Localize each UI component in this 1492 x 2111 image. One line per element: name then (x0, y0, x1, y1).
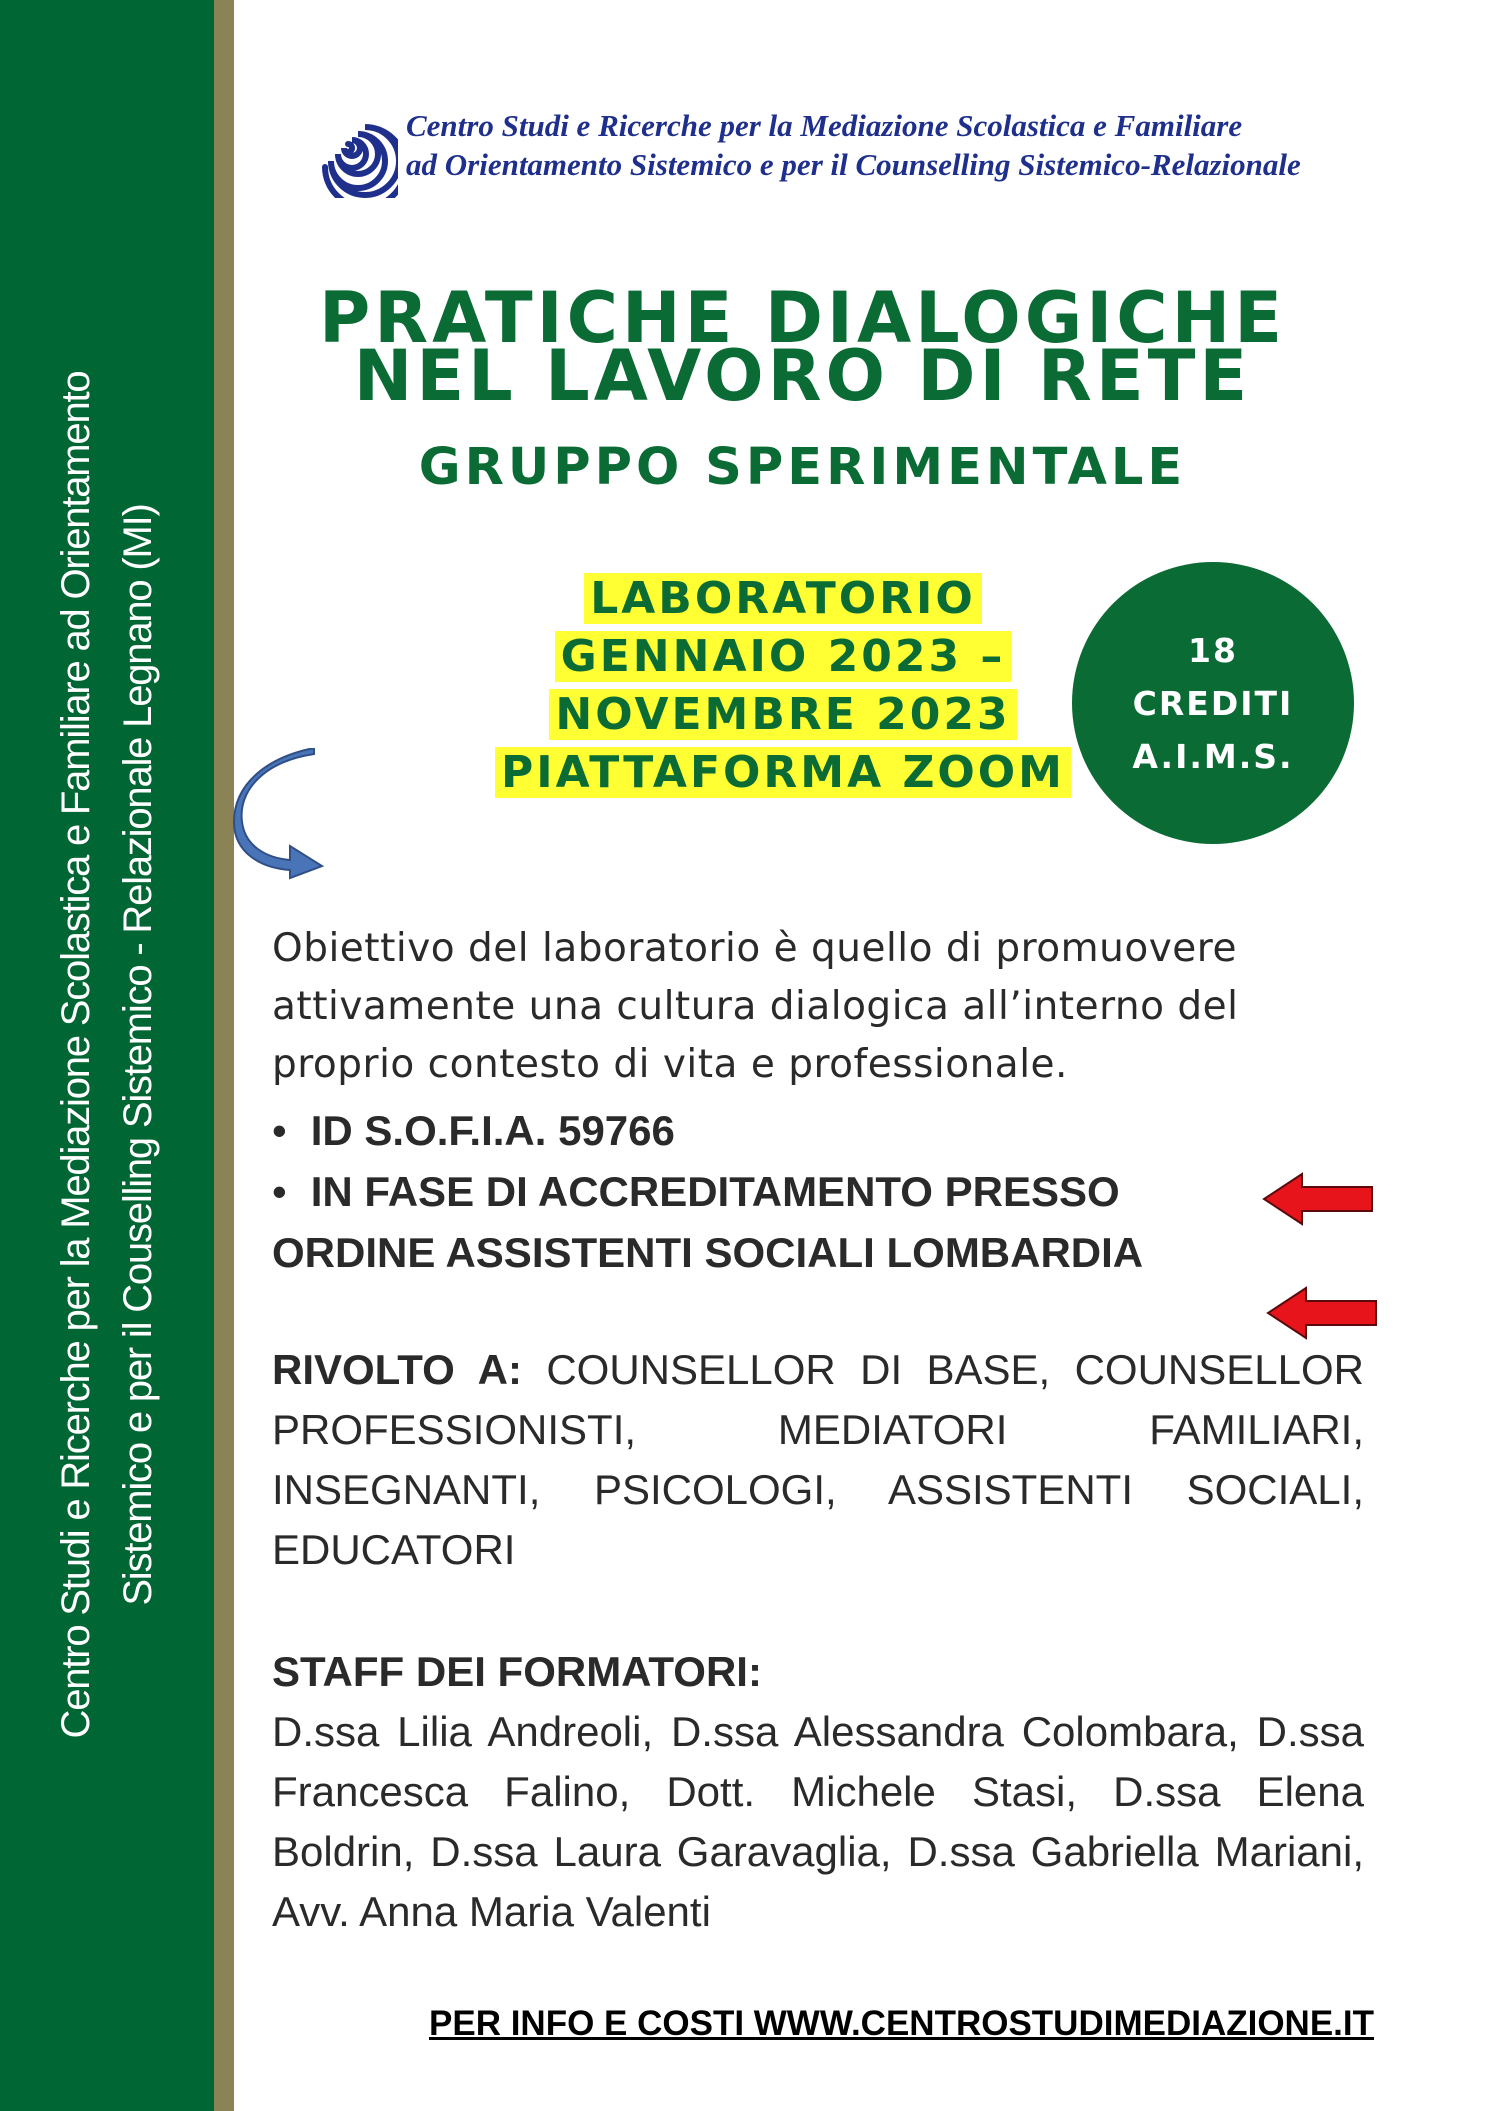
bullet-list (272, 1100, 1364, 1283)
lab-info (410, 570, 1156, 802)
sidebar-text (45, 285, 169, 1825)
sidebar-line-1: Centro Studi e Ricerche per la Mediazione Scolastica e Familiare ad Orientamento (54, 371, 98, 1739)
lab-line-3: NOVEMBRE 2023 (549, 689, 1016, 740)
red-arrow-icon (1266, 1286, 1378, 1340)
page-subtitle: GRUPPO SPERIMENTALE (418, 438, 1187, 497)
sidebar-line-2: Sistemico e per il Couselling Sistemico - Relazionale Legnano (MI) (116, 504, 160, 1606)
spiral-logo-icon (298, 92, 398, 198)
header-line-2: ad Orientamento Sistemico e per il Counselling Sistemico-Relazionale (406, 147, 1301, 182)
bullet-item-2-cont: ORDINE ASSISTENTI SOCIALI LOMBARDIA (272, 1229, 1144, 1276)
curved-arrow-icon (232, 748, 324, 880)
sidebar-stripe (214, 0, 234, 2111)
bullet-item-1 (272, 1100, 1364, 1161)
bullet-dot: • (272, 1168, 287, 1215)
credits-number: 18 (1188, 630, 1238, 670)
bullet-item-1-text: ID S.O.F.I.A. 59766 (310, 1107, 675, 1154)
header-logo-text (406, 106, 1376, 184)
audience-paragraph (272, 1340, 1364, 1580)
lab-line-4: PIATTAFORMA ZOOM (495, 747, 1071, 798)
credits-badge (1072, 562, 1354, 844)
intro-paragraph: Obiettivo del laboratorio è quello di promuovere attivamente una cultura dialogica all’interno del proprio contesto di vita e professionale. (272, 926, 1239, 1087)
staff-title: STAFF DEI FORMATORI: (272, 1648, 762, 1695)
bullet-item-2-text: IN FASE DI ACCREDITAMENTO PRESSO (310, 1168, 1120, 1215)
bullet-item-2 (272, 1161, 1364, 1222)
lab-line-2: GENNAIO 2023 – (555, 631, 1012, 682)
lab-line (410, 570, 1156, 628)
staff-list: D.ssa Lilia Andreoli, D.ssa Alessandra Colombara, D.ssa Francesca Falino, Dott. Michele Stasi, D.ssa Elena Boldrin, D.ssa Laura Garavaglia, D.ssa Gabriella Mariani, Avv. Anna Maria Valenti (272, 1708, 1364, 1935)
header-line-1: Centro Studi e Ricerche per la Mediazione Scolastica e Familiare (406, 108, 1243, 143)
page-title-line-1: PRATICHE DIALOGICHE (318, 277, 1287, 359)
sidebar (0, 0, 214, 2111)
footer-info-link[interactable]: PER INFO E COSTI WWW.CENTROSTUDIMEDIAZIONE.IT (429, 2004, 1374, 2043)
audience-label: RIVOLTO A: (272, 1346, 522, 1393)
credits-label: CREDITI (1132, 683, 1294, 723)
lab-line (410, 744, 1156, 802)
page-title-line-2: NEL LAVORO DI RETE (353, 335, 1252, 417)
lab-line (410, 628, 1156, 686)
header-logo (298, 92, 1371, 200)
credits-org: A.I.M.S. (1132, 736, 1294, 776)
lab-line-1: LABORATORIO (584, 573, 982, 624)
bullet-dot: • (272, 1107, 287, 1154)
audience-text: COUNSELLOR DI BASE, COUNSELLOR PROFESSIONISTI, MEDIATORI FAMILIARI, INSEGNANTI, PSICOLOGI, ASSISTENTI SOCIALI, EDUCATORI (272, 1346, 1365, 1573)
lab-line (410, 686, 1156, 744)
